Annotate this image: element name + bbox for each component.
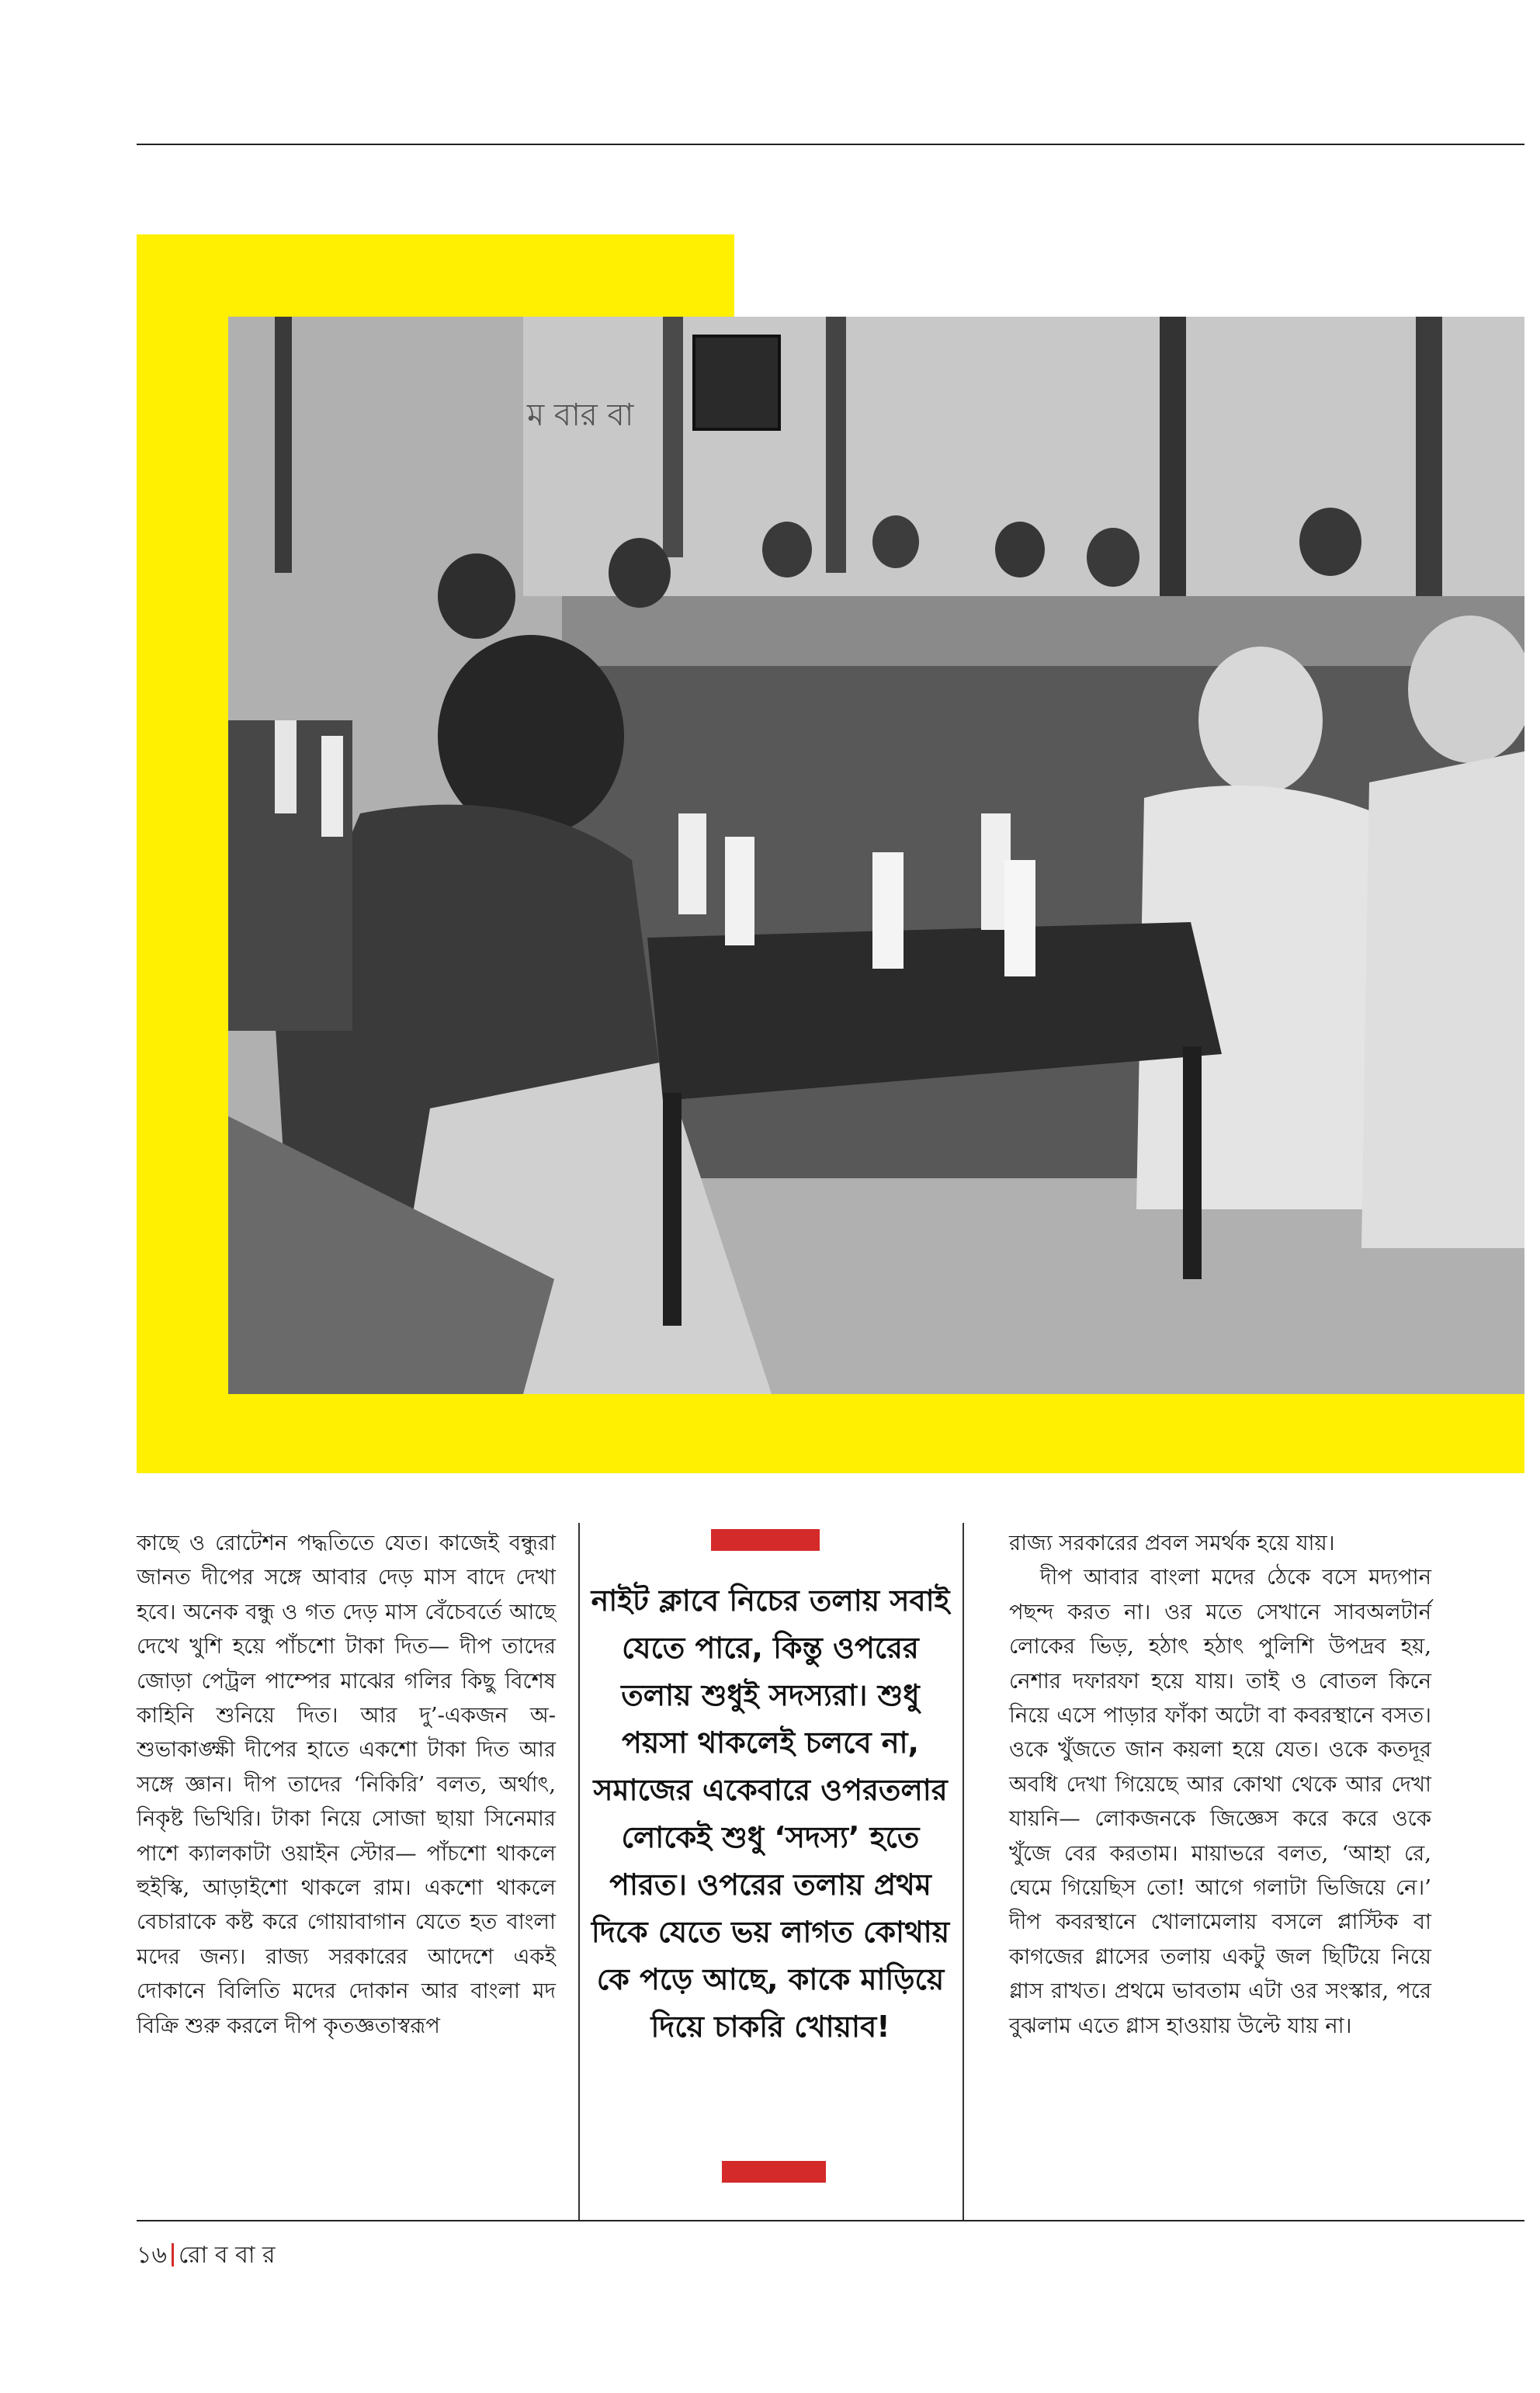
folio-separator	[172, 2243, 174, 2266]
top-rule	[137, 144, 1524, 145]
bottom-rule	[137, 2220, 1524, 2221]
bar-scene-photo	[228, 317, 1524, 1394]
article-paragraph: রাজ্য সরকারের প্রবল সমর্থক হয়ে যায়।	[1009, 1531, 1335, 1555]
article-column-right	[1009, 1526, 1431, 2043]
article-paragraph: দীপ আবার বাংলা মদের ঠেকে বসে মদ্যপান পছন্দ করত না। ওর মতে সেখানে সাবঅলটার্ন লোকের ভিড়, হঠাৎ হঠাৎ পুলিশি উপদ্রব হয়, নেশার দফারফা হয়ে যায়। তাই ও বোতল কিনে নিয়ে এসে পাড়ার ফাঁকা অটো বা কবরস্থানে বসত। ওকে খুঁজতে জান কয়লা হয়ে যেত। ওকে কতদূর অবধি দেখা গিয়েছে আর কোথা থেকে আর দেখা যায়নি— লোকজনকে জিজ্ঞেস করে করে ওকে খুঁজে বের করতাম। মায়াভরে বলত, ‘আহা রে, ঘেমে গিয়েছিস তো! আগে গলাটা ভিজিয়ে নে।’ দীপ কবরস্থানে খোলামেলায় বসলে প্লাস্টিক বা কাগজের গ্লাসের তলায় একটু জল ছিটিয়ে নিয়ে গ্লাস রাখত। প্রথমে ভাবতাম এটা ওর সংস্কার, পরে বুঝলাম এতে গ্লাস হাওয়ায় উল্টে যায় না।	[1009, 1565, 1431, 2038]
photo-illustration	[228, 317, 1524, 1394]
column-divider-right	[962, 1523, 964, 2221]
wall-sign-text: ম বার বা	[527, 397, 634, 433]
yellow-frame-notch	[734, 234, 1524, 317]
page-number: ১৬	[137, 2242, 167, 2269]
article-column-left: কাছে ও রোটেশন পদ্ধতিতে যেত। কাজেই বন্ধুরা জানত দীপের সঙ্গে আবার দেড় মাস বাদে দেখা হবে। অনেক বন্ধু ও গত দেড় মাস বেঁচেবর্তে আছে দেখে খুশি হয়ে পাঁচশো টাকা দিত— দীপ তাদের জোড়া পেট্রল পাম্পের মাঝের গলির কিছু বিশেষ কাহিনি শুনিয়ে দিত। আর দু’-একজন অ-শুভাকাঙ্ক্ষী দীপের হাতে একশো টাকা দিত আর সঙ্গে জ্ঞান। দীপ তাদের ‘নিকিরি’ বলত, অর্থাৎ, নিকৃষ্ট ভিখিরি। টাকা নিয়ে সোজা ছায়া সিনেমার পাশে ক্যালকাটা ওয়াইন স্টোর— পাঁচশো থাকলে হুইস্কি, আড়াইশো থাকলে রাম। একশো থাকলে বেচারাকে কষ্ট করে গোয়াবাগান যেতে হত বাংলা মদের জন্য। রাজ্য সরকারের আদেশে একই দোকানে বিলিতি মদের দোকান আর বাংলা মদ বিক্রি শুরু করলে দীপ কৃতজ্ঞতাস্বরূপ	[137, 1531, 556, 2038]
page-folio	[137, 2240, 276, 2271]
pull-quote: নাইট ক্লাবে নিচের তলায় সবাই যেতে পারে, কিন্তু ওপরের তলায় শুধুই সদস্যরা। শুধু পয়সা থাকলেই চলবে না, সমাজের একেবারে ওপরতলার লোকেই শুধু ‘সদস্য’ হতে পারত। ওপরের তলায় প্রথম দিকে যেতে ভয় লাগত কোথায় কে পড়ে আছে, কাকে মাড়িয়ে দিয়ে চাকরি খোয়াব!	[591, 1583, 950, 2044]
pull-quote-top-bar	[711, 1529, 820, 1551]
pull-quote-bottom-bar	[722, 2161, 826, 2183]
magazine-name: রো ব বা র	[178, 2242, 276, 2269]
column-divider-left	[578, 1523, 580, 2221]
